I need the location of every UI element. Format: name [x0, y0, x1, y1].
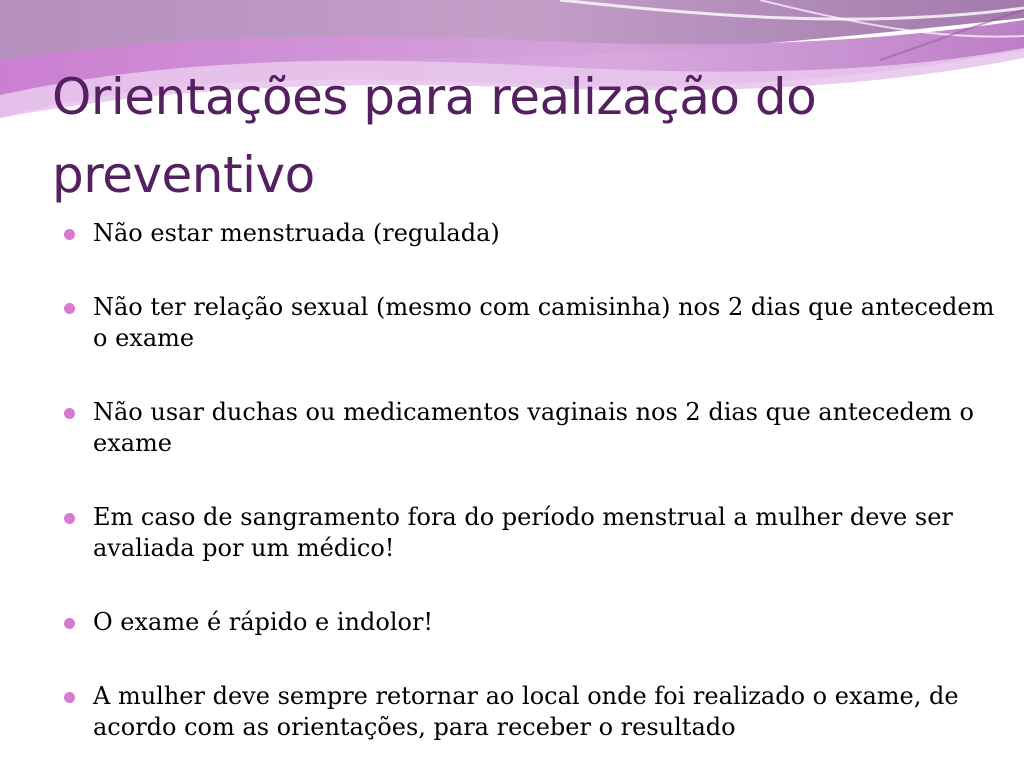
list-item-text: Não ter relação sexual (mesmo com camisinha) nos 2 dias que antecedem o exame: [93, 293, 995, 352]
bullet-dot-icon: [64, 229, 75, 240]
list-item: [64, 218, 1004, 249]
list-item-text: Em caso de sangramento fora do período menstrual a mulher deve ser avaliada por um médico!: [93, 503, 953, 562]
list-item: [64, 292, 1004, 354]
bullet-list: [64, 218, 1004, 743]
list-item: [64, 607, 1004, 638]
bullet-dot-icon: [64, 408, 75, 419]
slide-title: Orientações para realização do preventivo: [52, 68, 817, 204]
bullet-dot-icon: [64, 692, 75, 703]
bullet-dot-icon: [64, 303, 75, 314]
list-item-text: O exame é rápido e indolor!: [93, 608, 434, 636]
bullet-dot-icon: [64, 618, 75, 629]
bullet-dot-icon: [64, 513, 75, 524]
list-item-text: Não estar menstruada (regulada): [93, 219, 500, 247]
list-item-text: A mulher deve sempre retornar ao local onde foi realizado o exame, de acordo com as orientações, para receber o resultado: [93, 682, 959, 741]
list-item: [64, 681, 1004, 743]
list-item: [64, 397, 1004, 459]
list-item: [64, 502, 1004, 564]
list-item-text: Não usar duchas ou medicamentos vaginais nos 2 dias que antecedem o exame: [93, 398, 974, 457]
